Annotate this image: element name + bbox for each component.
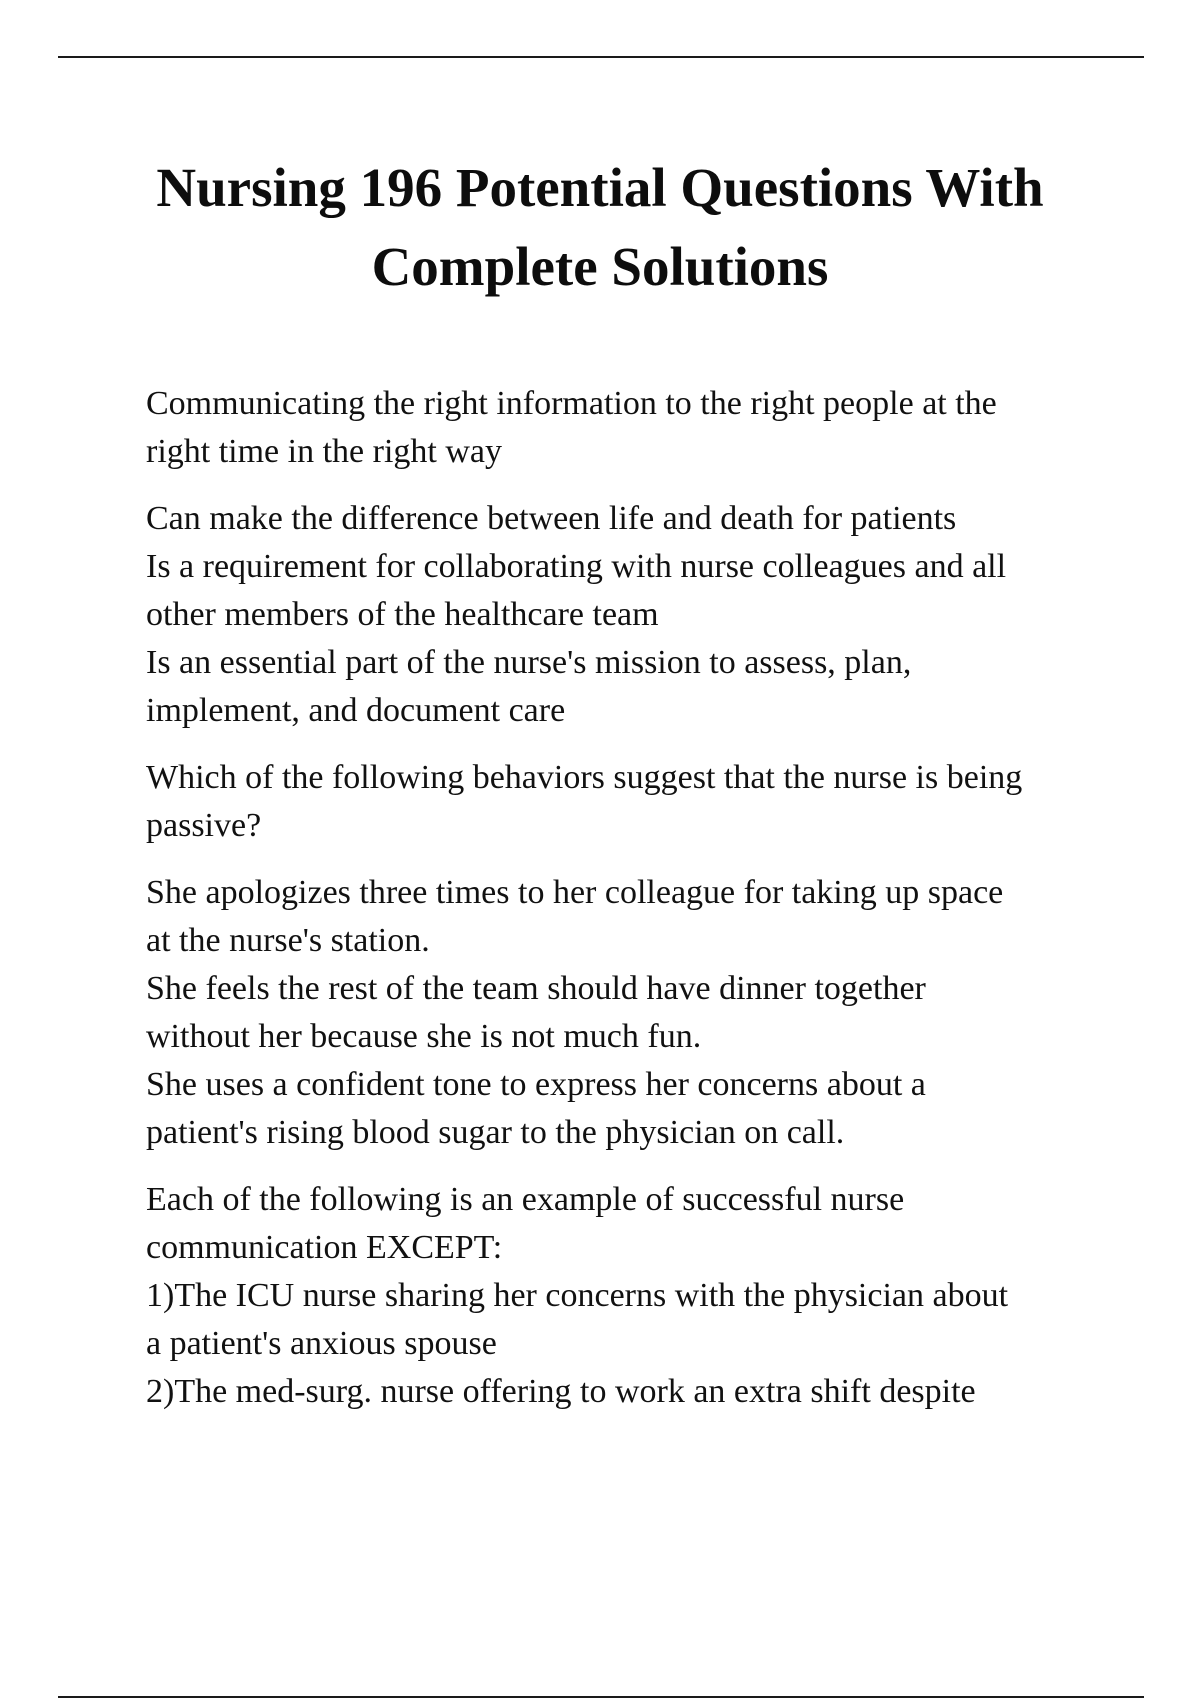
bottom-divider xyxy=(58,1696,1144,1698)
title-line-2: Complete Solutions xyxy=(371,236,829,297)
text-line: passive? xyxy=(146,807,262,844)
text-line: Each of the following is an example of successful nurse xyxy=(146,1181,905,1218)
title-line-1: Nursing 196 Potential Questions With xyxy=(156,157,1044,218)
text-line: Is an essential part of the nurse's mission to assess, plan, xyxy=(146,644,912,681)
text-line: She feels the rest of the team should have dinner together xyxy=(146,970,926,1007)
text-line: implement, and document care xyxy=(146,692,566,729)
text-line: without her because she is not much fun. xyxy=(146,1018,702,1055)
text-line: She apologizes three times to her colleague for taking up space xyxy=(146,874,1004,911)
definition-communication xyxy=(146,495,1106,735)
text-line: Communicating the right information to the right people at the xyxy=(146,385,997,422)
text-line: 2)The med-surg. nurse offering to work an extra shift despite xyxy=(146,1373,976,1410)
text-line: other members of the healthcare team xyxy=(146,596,659,633)
answer-passive-behavior xyxy=(146,869,1106,1157)
text-line: at the nurse's station. xyxy=(146,922,430,959)
question-successful-communication xyxy=(146,1176,1106,1416)
document-title xyxy=(100,148,1100,306)
top-divider xyxy=(58,56,1144,58)
text-line: Is a requirement for collaborating with nurse colleagues and all xyxy=(146,548,1007,585)
question-passive-behavior xyxy=(146,754,1106,850)
text-line: 1)The ICU nurse sharing her concerns with the physician about xyxy=(146,1277,1009,1314)
term-communication xyxy=(146,380,1106,476)
text-line: Which of the following behaviors suggest that the nurse is being xyxy=(146,759,1023,796)
text-line: a patient's anxious spouse xyxy=(146,1325,497,1362)
text-line: right time in the right way xyxy=(146,433,502,470)
text-line: She uses a confident tone to express her concerns about a xyxy=(146,1066,926,1103)
text-line: patient's rising blood sugar to the physician on call. xyxy=(146,1114,845,1151)
document-body xyxy=(146,380,1106,1416)
text-line: communication EXCEPT: xyxy=(146,1229,503,1266)
text-line: Can make the difference between life and death for patients xyxy=(146,500,957,537)
